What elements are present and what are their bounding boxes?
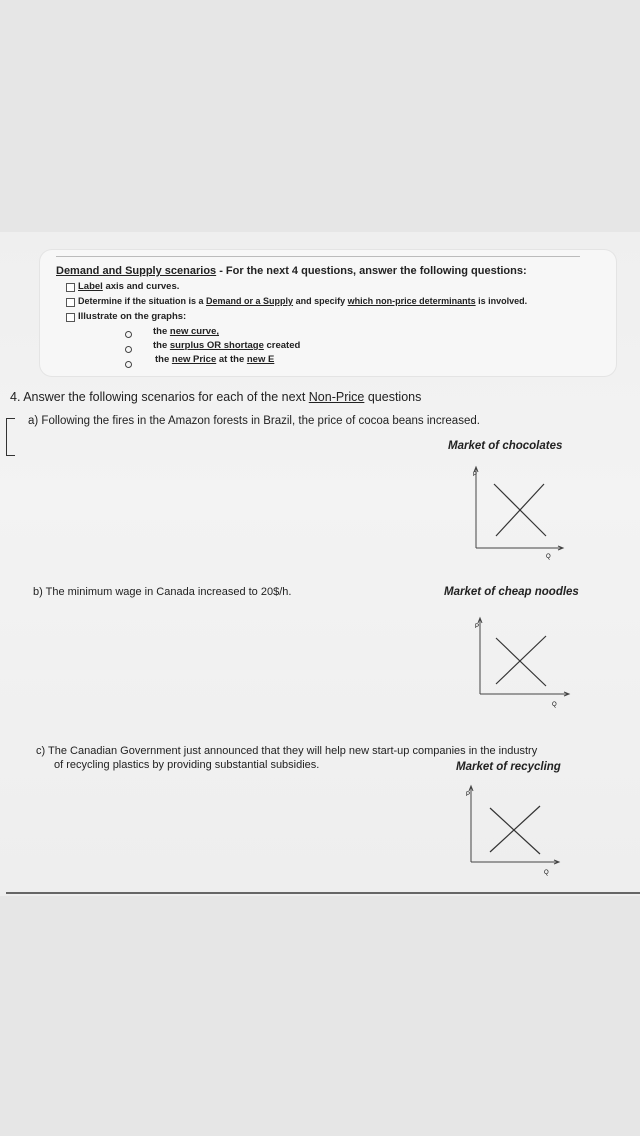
bullet-circle-icon: [125, 331, 132, 338]
checkbox-icon: [66, 313, 75, 322]
supply-curve: [496, 484, 544, 536]
scenario-b-text: b) The minimum wage in Canada increased to 20$/h.: [33, 586, 292, 598]
y-axis-label: P: [475, 624, 480, 630]
margin-bracket: [6, 418, 15, 456]
checklist-item-determine: Determine if the situation is a Demand or a Supply and specify which non-price determinants is involved.: [78, 296, 528, 306]
bullet-circle-icon: [125, 346, 132, 353]
checklist-item-illustrate: Illustrate on the graphs:: [78, 311, 187, 322]
checklist-item-label: Label axis and curves.: [78, 281, 180, 292]
instructions-heading: Demand and Supply scenarios - For the next 4 questions, answer the following questions:: [56, 265, 527, 277]
y-axis-label: P: [466, 792, 471, 798]
market-chocolates-title: Market of chocolates: [448, 440, 563, 452]
supply-curve: [496, 636, 546, 684]
scenario-a-text: a) Following the fires in the Amazon forests in Brazil, the price of cocoa beans increased.: [28, 415, 480, 427]
graph-cheap-noodles: [474, 614, 574, 706]
market-recycling-title: Market of recycling: [456, 761, 561, 773]
divider: [56, 256, 580, 257]
graph-recycling: [466, 782, 566, 876]
x-axis-label: Q: [552, 702, 557, 708]
page-bottom-rule: [6, 892, 640, 894]
checkbox-icon: [66, 283, 75, 292]
x-axis-label: Q: [546, 554, 551, 560]
checkbox-icon: [66, 298, 75, 307]
y-axis-label: P: [473, 472, 478, 478]
subitem-new-curve: the new curve,: [153, 326, 219, 337]
market-noodles-title: Market of cheap noodles: [444, 586, 579, 598]
subitem-new-price: the new Price at the new E: [155, 354, 275, 365]
bullet-circle-icon: [125, 361, 132, 368]
scenario-c-line1: c) The Canadian Government just announced that they will help new start-up companies in the industry: [36, 745, 538, 757]
demand-curve: [496, 638, 546, 686]
question-4-heading: 4. Answer the following scenarios for each of the next Non-Price questions: [10, 390, 422, 404]
subitem-surplus-shortage: the surplus OR shortage created: [153, 340, 301, 351]
supply-curve: [490, 806, 540, 852]
x-axis-label: Q: [544, 870, 549, 876]
demand-curve: [490, 808, 540, 854]
scenario-c-line2: of recycling plastics by providing substantial subsidies.: [54, 759, 320, 771]
graph-chocolates: [470, 462, 570, 558]
